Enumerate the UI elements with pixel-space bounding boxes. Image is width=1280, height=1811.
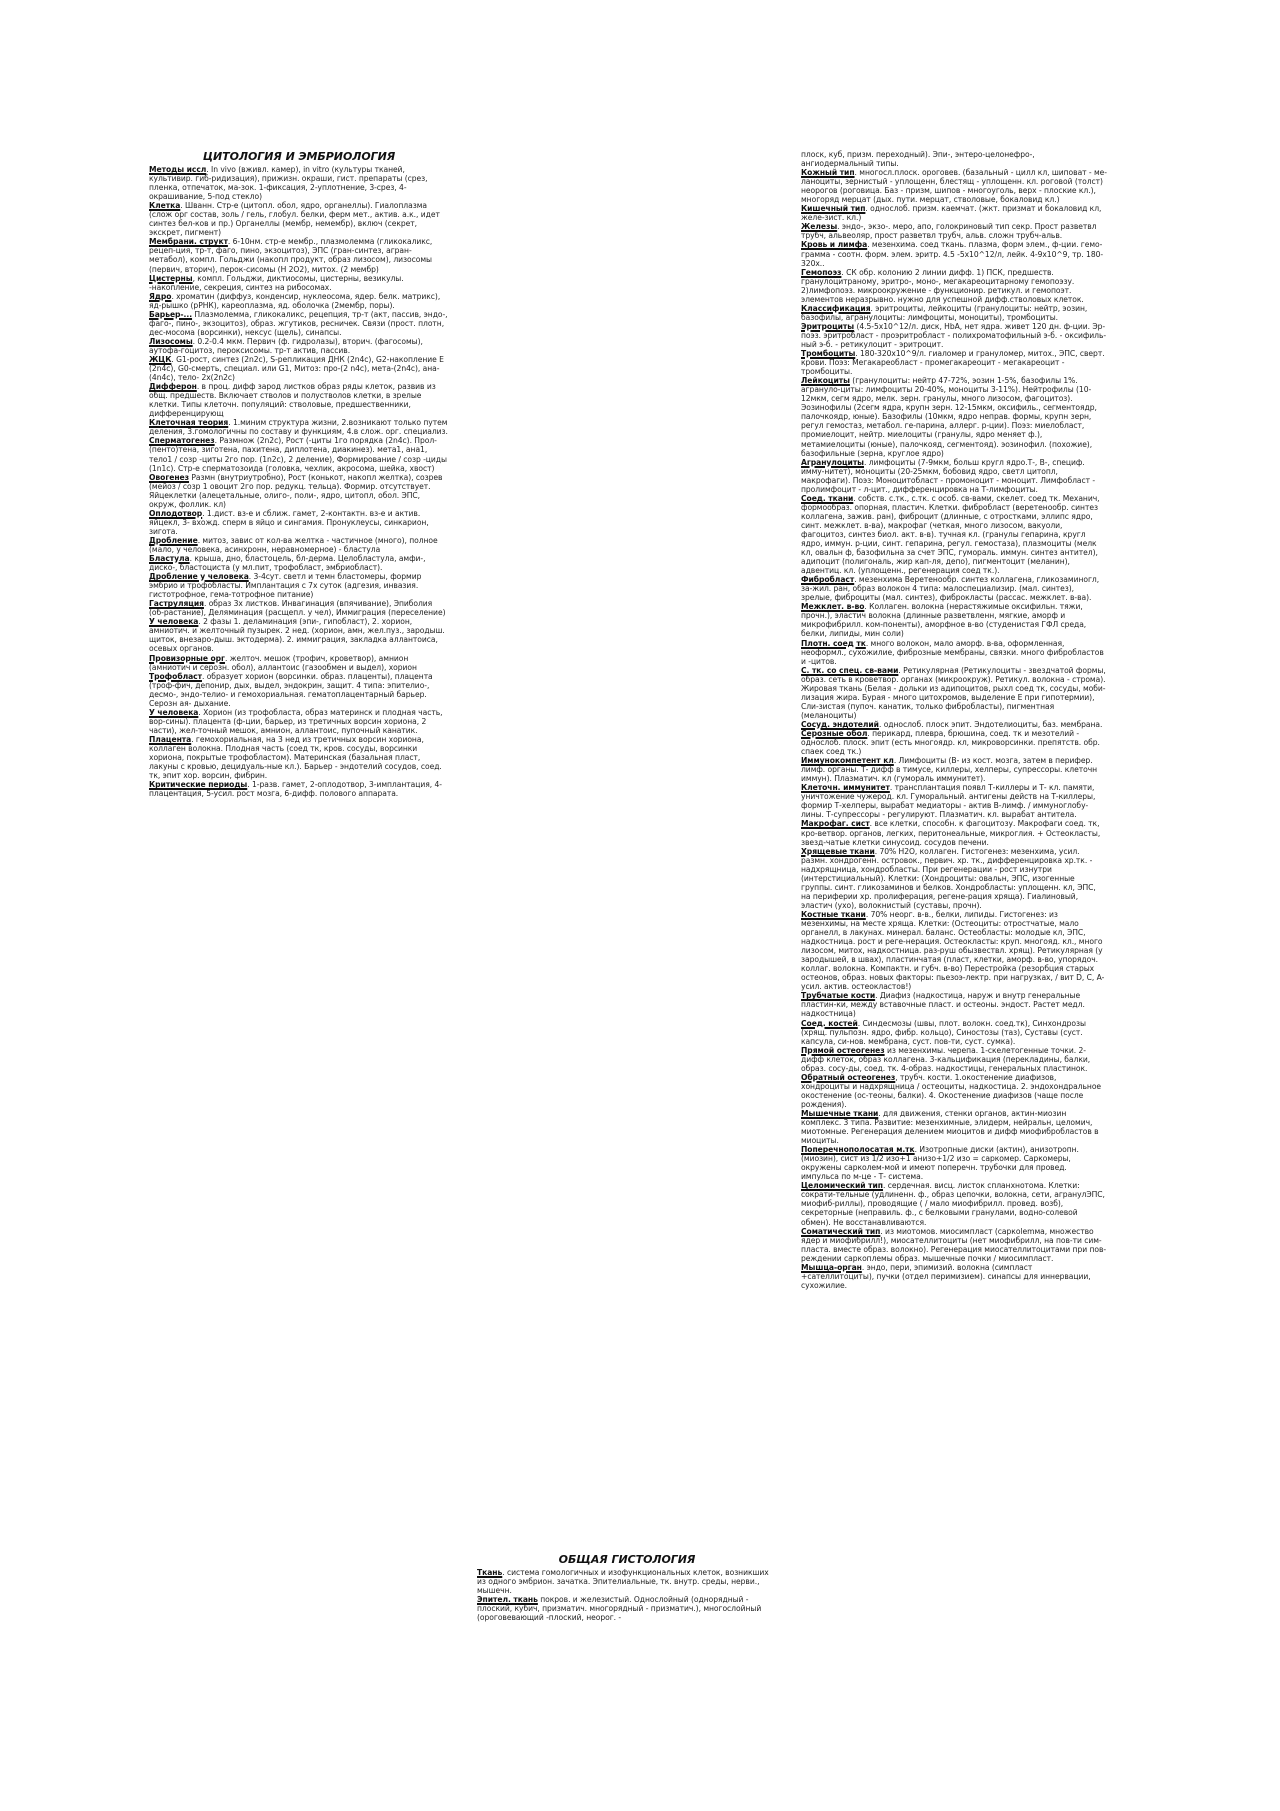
- term: Иммунокомпетент кл: [801, 756, 894, 766]
- paragraph-text: . 1-разв. гамет, 2-оплодотвор, 3-имплантация, 4-плацентация, 5-усил. рост мозга, 6-дифф. полового аппарата.: [149, 780, 442, 799]
- paragraph: [801, 1073, 1107, 1109]
- term: Клеточная теория: [149, 418, 229, 428]
- paragraph-text: . 3-4сут. светл и темн бластомеры, формир эмбрио и трофобласты. Имплантация с 7х суток (адгезия, инвазия. гистотрофное, гема-тотрофное питание): [149, 572, 422, 600]
- term: Бластула: [149, 554, 190, 564]
- term: Кровь и лимфа: [801, 240, 868, 250]
- paragraph: [801, 322, 1107, 349]
- paragraph-text: . система гомологичных и изофункциональных клеток, возникших из одного эмбрион. зачатка. Эпителиальные, тк. внутр. среды, нерви., мышечн.: [477, 1568, 769, 1596]
- paragraph-text: . для движения, стенки органов, актин-миозин комплекс. 3 типа. Развитие: мезенхимные, элидерм, нейральн, целомич, миотомные. Регенерация делением миоцитов и дифф миофибробластов в миоциты.: [801, 1108, 1099, 1146]
- term: Соматический тип: [801, 1226, 881, 1236]
- term: Лизосомы: [149, 336, 193, 346]
- term: У человека: [149, 617, 199, 627]
- paragraph-text: . гемохориальная, на 3 нед из третичных ворсин хориона, коллаген волокна. Плодная часть (соед тк, кров. сосуды, ворсинки хориона, покрытые трофобластом). Материнская (базальная пласт, лакуны с кровью, децидуаль-ные кл.). Барьер - эндотелий сосудов, соед. тк, эпит хор. ворсин, фибрин.: [149, 734, 442, 781]
- paragraph-text: (4.5-5x10^12/л. диск, HbA, нет ядра. живет 120 дн. ф-ции. Эр-поэз. эритробласт - проэритробласт - полихроматофильный э-б. - оксифиль-ный э-б. - ретикулоцит - эритроцит.: [801, 321, 1107, 349]
- paragraph: [149, 382, 449, 418]
- paragraph: [801, 783, 1107, 819]
- paragraph-text: . хроматин (диффуз, конденсир, нуклеосома, ядер. белк. матрикс), яд-рышко (рРНК), кареоплазма, яд. оболочка (2мембр, поры).: [149, 291, 441, 310]
- paragraph-text: . эндо-, экзо-. меро, апо, голокриновый тип секр. Прост разветвл трубч, альвеоляр, прост разветвл трубч, альв. сложн трубч-альв.: [801, 222, 1097, 241]
- term: Соед. костей: [801, 1018, 858, 1028]
- term: Гемопоэз: [801, 267, 842, 277]
- paragraph: [801, 1109, 1107, 1145]
- paragraph: [801, 729, 1107, 756]
- term: Плацента: [149, 734, 192, 744]
- paragraph-text: . собств. с.тк., с.тк. с особ. св-вами, скелет. соед тк. Механич, формообраз. опорная, пластич. Клетки. фибробласт (веретенообр. синтез коллагена, зажив. ран), фиброцит (длинные, с отростками, эллипс ядро, синт. межклет. в-ва), макрофаг (четкая, много лизосом, вакуоли, фагоцитоз, синтез биол. акт. в-в). тучная кл. (гранулы гепарина, кругл ядро, иммун. р-ции, синт. гепарина, регул. гемостаза), плазмоциты (мелк кл, овальн ф, базофильна за счет ЭПС, гумораль. иммун. синтез антител), адипоцит (полигональ, жир кап-ля, депо), пигментоцит (меланин), адвентиц. кл. (уплощенн., регенерация соед тк.).: [801, 493, 1100, 576]
- paragraph: [477, 1595, 777, 1622]
- term: Соед. ткани: [801, 493, 854, 503]
- term: Агранулоциты: [801, 457, 864, 467]
- paragraph-text: . 2 фазы 1. деламинация (эпи-, гипобласт), 2. хорион, амниотич. и желточный пузырек. 2 нед. (хорион, амн, жел.пуз., зародыш. щиток, внезаро-дыш. эктодерма). 2. иммиграция, закладка аллантоиса, осевых органов.: [149, 617, 445, 654]
- paragraph-text: . Лимфоциты (В- из кост. мозга, затем в перифер. лимф. органы. Т- дифф в тимусе, киллеры, хелперы, супрессоры. клеточн иммун). Плазматич. кл (гумораль иммунитет).: [801, 756, 1098, 784]
- paragraph: [801, 458, 1107, 494]
- term: Сперматогенез: [149, 436, 215, 446]
- paragraph: [801, 910, 1107, 991]
- term: Дробление: [149, 535, 198, 545]
- left-column: [149, 150, 449, 798]
- paragraph-text: . перикард, плевра, брюшина, соед. тк и мезотелий - однослоб. плоск. эпит (есть многоядр. кл, микроворсинки. препятств. обр. спаек соед тк.): [801, 729, 1100, 757]
- paragraph: [477, 1568, 777, 1595]
- term: Плотн. соед тк: [801, 638, 866, 648]
- term: Мышца-орган: [801, 1262, 862, 1272]
- paragraph: [149, 292, 449, 310]
- term: Клеточн. иммунитет: [801, 783, 890, 793]
- term: Хрящевые ткани: [801, 846, 875, 856]
- paragraph: [149, 654, 449, 672]
- right-column: [801, 150, 1107, 1290]
- term: Кожный тип: [801, 168, 855, 178]
- term: Кишечный тип: [801, 204, 866, 214]
- term: Тромбоциты: [801, 349, 856, 359]
- paragraph: [801, 1263, 1107, 1290]
- section-heading-cytology: ЦИТОЛОГИЯ И ЭМБРИОЛОГИЯ: [202, 150, 396, 163]
- term: Ткань: [477, 1568, 503, 1577]
- paragraph: [801, 304, 1107, 322]
- paragraph: [149, 599, 449, 617]
- term: ЖЦК: [149, 354, 172, 364]
- paragraph: [801, 376, 1107, 457]
- term: С. тк. со спец. св-вами: [801, 665, 899, 675]
- paragraph: [801, 349, 1107, 376]
- paragraph-text: . мезенхима Веретенообр. синтез коллагена, гликозаминогл, за-жил. ран, образ волокон 4 типа: малоспециализир. (мал. синтез), зрелые, фиброциты (мал. синтез), фиброкласты (рассас. межклет. в-ва).: [801, 575, 1100, 603]
- paragraph: [149, 237, 449, 273]
- paragraph: [801, 150, 1107, 168]
- paragraph-text: . Изотропные диски (актин), анизотропн. (миозин), сист из 1/2 изо+1 анизо+1/2 изо = саркомер. Саркомеры, окружены сарколем-мой и имеют поперечн. трубочки для провед. импульса по м-це - Т- система.: [801, 1145, 1079, 1182]
- paragraph-text: . Размнож (2n2c), Рост (-циты 1го порядка (2n4c). Прол-(пенто)тена, зиготена, пахитена, диплотена, диакинез). мета1, ана1, тело1 / созр -циты 2го пор. (1n2c), 2 деление), Формирование / созр -циды (1n1c). Стр-е сперматозоида (головка, чехлик, акросома, шейка, хвост): [149, 436, 447, 473]
- paragraph-text: . желточ. мешок (трофич, кроветвор), амнион (амниотич и серозн. обол), аллантоис (газообмен и выдел), хорион: [149, 653, 417, 672]
- term: Барьер-...: [149, 309, 193, 319]
- paragraph-text: . Ретикулярная (Ретикулоциты - звездчатой формы, образ. сеть в кроветвор. органах (микроокруж). Ретикул. волокна - строма). Жировая ткань (Белая - дольки из адипоцитов, рыхл соед тк, сосуды, моби-лизация жира. Бурая - много цитохромов, выделение Е при гипотермии), Сли-зистая (пупоч. канатик, только фибробласты), пигментная (меланоциты): [801, 665, 1106, 720]
- paragraph-text: . 1.миним структура жизни, 2.возникают только путем деления, 3.гомологичны по составу и функциям, 4.в слож. орг. специализ.: [149, 418, 448, 437]
- term: Провизорные орг: [149, 653, 225, 663]
- paragraph-text: . Синдесмозы (швы, плот. волокн. соед.тк), Синхондрозы (хрящ. пульпозн. ядро, фибр. кольцо), Синостозы (таз), Суставы (суст. капсула, си-нов. мембрана, суст. пов-ти, суст. сумка).: [801, 1018, 1086, 1046]
- term: Овогенез: [149, 472, 190, 482]
- paragraph-text: . 70% Н2О, коллаген. Гистогенез: мезенхима, усил. размн. хондрогенн. островок., первич. хр. тк., дифференцировка хр.тк. - надхрящница, хондробласты. При регенерации - рост изнутри (интерстициальный). Клетки: (Хондроциты: овальн, ЭПС, изогенные группы. синт. гликозаминов и белков. Хондробласты: уплощенн. кл, ЭПС, на периферии хр. пролиферация, регене-рация хряща). Гиалиновый, эластич (ухо), волокнистый (суставы, прочн).: [801, 846, 1096, 910]
- term: Железы: [801, 222, 838, 232]
- paragraph: [801, 268, 1107, 304]
- paragraph-text: . много волокон, мало аморф. в-ва, оформленная, неоформл., сухожилие, фиброзные мембраны, связки. много фибробластов и -цитов.: [801, 638, 1104, 666]
- paragraph: [149, 337, 449, 355]
- paragraph-text: . Хорион (из трофобласта, образ материнск и плодная часть, вор-сины). плацента (ф-ции, барьер, из третичных ворсин хориона, 2 части), жел-точный мешок, амнион, аллантоис, пупочный канатик.: [149, 707, 443, 735]
- term: Мембрани. структ: [149, 237, 228, 247]
- paragraph: [801, 1046, 1107, 1073]
- term: Лейкоциты: [801, 376, 850, 386]
- paragraph-text: Плазмолемма, гликокаликс, рецепция, тр-т (акт, пассив, эндо-, фаго-, пино-, экзоцитоз), образ. жгутиков, ресничек. Связи (прост. плотн, дес-мосома (ворсинки), нексус (щель), синапсы.: [149, 309, 448, 337]
- paragraph: [801, 204, 1107, 222]
- paragraph: [149, 672, 449, 708]
- paragraph-text: . Коллаген. волокна (нерастяжимые оксифильн. тяжи, прочн.), эластич волокна (длинные разветвленн, мягкие, аморф и микрофибрилл. ком-поненты), аморфное в-во (студенистая ГФЛ среда, белки, липиды, мин соли): [801, 602, 1087, 639]
- paragraph: [149, 708, 449, 735]
- paragraph-text: . G1-рост, синтез (2n2c), S-репликация ДНК (2n4c), G2-накопление Е (2n4c), G0-смерть, специал. или G1, Митоз: про-(2 n4c), мета-(2n4c), ана-(4n4c), тело- 2x(2n2c): [149, 354, 444, 383]
- term: Клетка: [149, 201, 181, 211]
- term: Дифферон: [149, 382, 197, 392]
- paragraph-text: . из миотомов. миосимпласт (саркolemма, множество ядер и миофибрилл!), миосателлитоциты (нет миофибрилл, на пов-ти сим-пласта. вместе образ. волокно). Регенерация миосателлитоцитами при пов-реждении саркоплемы образ. мышечные почки / миосимпласт.: [801, 1226, 1107, 1263]
- term: Макрофаг. сист: [801, 819, 870, 829]
- term: Методы иссл: [149, 165, 207, 174]
- paragraph: [801, 847, 1107, 910]
- paragraph-text: . сердечная. висц. листок спланхнотома. Клетки: сократи-тельные (удлиненн. ф., образ цепочки, волокна, сети, агранулЭПС, миофиб-риллы), проводящие ( / мало миофибрилл. провед. возб), секреторные (неправиль. ф., с белковыми гранулами, водно-солевой обмен). Не восстанавливаются.: [801, 1181, 1105, 1227]
- term: Гаструляция: [149, 599, 204, 609]
- paragraph: [801, 1145, 1107, 1181]
- term: Оплодотвор: [149, 508, 203, 518]
- paragraph-text: . образует хорион (ворсинки. образ. плаценты), плацента (троф-фич, депонир, дых, выдел, эндокрин, защит. 4 типа: эпителио-, десмо-, эндо-телио- и гемохориальная. гематоплацентарный барьер. Серозн ая- дыхание.: [149, 671, 433, 708]
- paragraph: [149, 735, 449, 780]
- term: Поперечнополосатая м.тк: [801, 1145, 915, 1155]
- term: Классификация: [801, 303, 871, 313]
- paragraph: [149, 274, 449, 292]
- paragraph: [801, 1227, 1107, 1263]
- paragraph-text: . все клетки, способн. к фагоцитозу. Макрофаги соед. тк, кро-ветвор. органов, легких, перитонеальные, микроглия. + Остеокласты, звезд-чатые клетки синусоид. сосудов печени.: [801, 819, 1101, 847]
- term: Серозные обол: [801, 729, 868, 738]
- paragraph-text: . 70% неорг. в-в., белки, липиды. Гистогенез: из мезенхимы, на месте хряща. Клетки: (Остеоциты: отростчатые, мало органелл, в лакунах. минерал. баланс. Остеобласты: молодые кл, ЭПС, надкостница. рост и реге-нерация. Остеокласты: круп. многояд. кл., много лизосом, митох, надкостница. раз-руш обызвествл. хрящ). Ретикулярная (у зародышей, в швах), пластинчатая (пласт, клетки, аморф. в-во, упорядоч. коллаг. волокна. Компактн. и губч. в-во) Перестройка (резорбция старых остеонов, образ. новых факторы: пьезоэ-лектр. при нагрузках, / вит D, C, A- усил. актив. остеокластов!): [801, 909, 1105, 992]
- paragraph: [149, 310, 449, 337]
- term: У человека: [149, 707, 199, 717]
- paragraph-text: . СК обр. колонию 2 линии дифф. 1) ПСК, предшеств. гранулоцитраному, эритро-, моно-, мегакареоцитарному гемопоэзу. 2)лимфопоэз. микроокружение - функционир. ретикул. и гемопоэт. элементов неразрывно. нужно для успешной дифф.стволовых клеток.: [801, 267, 1084, 304]
- paragraph-text: . образ 3х листков. Инвагинация (впячивание), Эпиболия (об-растание), Деляминация (расщепл. у чел), Иммиграция (переселение): [149, 599, 446, 618]
- paragraph: [149, 355, 449, 382]
- paragraph-text: Размн (внутриутробно), Рост (конькот, накопл желтка), созрев (мейоз / созр 1 овоцит 2го пор. редукц. тельца). Формир. отсутствует. Яйцеклетки (алецетальные, олиго-, поли-, ядро, цитопл, обол. ЭПС, окруж, фоллик. кл): [149, 472, 443, 509]
- term: Трубчатые кости: [801, 991, 876, 1001]
- paragraph-text: . 6-10нм. стр-е мембр., плазмолемма (гликокаликс, рецеп-ция, тр-т, фаго, пино, экзоцитоз), ЭПС (гран-синтез, агран-метабол), компл. Гольджи (накопл продукт, образ лизосом), лизосомы (первич, вторич), перок-сисомы (Н 2О2), митох. (2 мембр): [149, 237, 433, 274]
- paragraph: [149, 201, 449, 237]
- term: Цистерны: [149, 273, 193, 283]
- term: Мышечные ткани: [801, 1108, 879, 1118]
- paragraph: [801, 1181, 1107, 1226]
- paragraph-text: . трансплантация появл Т-киллеры и Т- кл. памяти, уничтожение чужерод. кл. Гуморальный. антигены действ на Т-киллеры, формир Т-хелперы, вырабат медиаторы - актив В-лимф. / иммуноглобу-лины. Т-супрессоры - регулируют. Плазматич. кл. вырабат антитела.: [801, 783, 1096, 820]
- left-column-paragraphs: [149, 165, 449, 798]
- paragraph-text: , трубч. кости. 1.окостенение диафизов, хондроциты и надхрящница / остеоциты, надкостица. 2. эндохондральное окостенение (ос-теоны, балки). 4. Окостенение диафизов (чаще после рождения).: [801, 1072, 1102, 1109]
- right-column-paragraphs: [801, 150, 1107, 1290]
- middle-column: [477, 1553, 777, 1622]
- paragraph-text: . эндо, пери, эпимизий. волокна (симпласт +сателлитоциты), пучки (отдел перимизием). синапсы для иннервации, сухожилие.: [801, 1262, 1091, 1290]
- term: Фибробласт: [801, 575, 855, 585]
- paragraph: [801, 819, 1107, 846]
- paragraph: [801, 756, 1107, 783]
- paragraph: [149, 165, 449, 201]
- paragraph-text: . мезенхима. соед ткань. плазма, форм элем., ф-ции. гемо-грамма - соотн. форм. элем. эритр. 4.5 -5x10^12/л, лейк. 4-9x10^9, тр. 180-320х..: [801, 240, 1104, 268]
- section-heading-general-histology: ОБЩАЯ ГИСТОЛОГИЯ: [558, 1553, 696, 1566]
- paragraph-text: . Шванн. Стр-е (цитопл. обол, ядро, органеллы). Гиалоплазма (слож орг состав, золь / гель, глобул. белки, ферм мет., актив. а.к., идет синтез бел-ков и пр.) Органеллы (мембр, немембр), включ (секрет, экскрет, пигмент): [149, 201, 440, 238]
- term: Эпител. ткань: [477, 1595, 538, 1605]
- paragraph: [149, 617, 449, 653]
- paragraph: [149, 554, 449, 572]
- paragraph: [801, 168, 1107, 204]
- paragraph: [801, 991, 1107, 1018]
- paragraph: [801, 240, 1107, 267]
- term: Межклет. в-во: [801, 602, 865, 612]
- paragraph: [801, 720, 1107, 729]
- term: Обратный остеогенез: [801, 1072, 896, 1082]
- paragraph: [801, 575, 1107, 602]
- paragraph-text: из мезенхимы. черепа. 1-скелетогенные точки. 2-дифф клеток, образ коллагена. 3-кальцификация (перекладины, балки, образ. сосу-ды, соед. тк. 4-образ. надкостицы, генеральных пластинок.: [801, 1045, 1091, 1073]
- paragraph-text: плоск, куб, призм. переходный). Эпи-, энтеро-целонефро-, ангиодермальный типы.: [801, 150, 1035, 169]
- paragraph: [149, 418, 449, 436]
- term: Целомический тип: [801, 1181, 883, 1191]
- paragraph: [801, 666, 1107, 720]
- paragraph-text: . Диафиз (надкостица, наруж и внутр генеральные пластин-ки, между вставочные пласт. и остеоны. эндост. Растет медл. надкостница): [801, 991, 1085, 1019]
- paragraph-text: (гранулоциты: нейтр 47-72%, эозин 1-5%, базофилы 1%. агрануло-циты: лимфоциты 20-40%, моноциты 3-11%). Нейтрофилы (10-12мкм, сегм ядро, мелк. зерн. гранулы, много лизосом, фагоцитоз). Эозинофилы (2сегм ядра, крупн зерн. 12-15мкм, оксифиль., сегментоядр, палочкоядр, юные). Базофилы (10мкм, ядро неправ. формы, крупн зерн, регул гемостаз, метабол. ге-парина, аллерг. р-ции). Поэз: миелобласт, промиелоцит, нейтр. миелоциты (гранулы, ядро меняет ф.), метамиелоциты (юные), палочкояд, сегментояд). эозинофил. (похожие), базофильные (зерна, круглое ядро): [801, 376, 1097, 458]
- paragraph: [801, 494, 1107, 575]
- paragraph: [801, 222, 1107, 240]
- paragraph-text: . крыша, дно, бластоцель, бл-дерма. Целобластула, амфи-, диско-, бластоциста (у мл.пит, трофобласт, эмбриобласт).: [149, 554, 426, 573]
- paragraph: [149, 536, 449, 554]
- middle-column-paragraphs: [477, 1568, 777, 1622]
- term: Трофобласт: [149, 671, 202, 681]
- term: Критические периоды: [149, 780, 248, 790]
- term: Прямой остеогенез: [801, 1045, 885, 1055]
- paragraph-text: . в проц. дифф зарод листков образ ряды клеток, развив из общ. предшеств. Включает стволов и полустволов клетки, в зрелые клетки. Типы клеточн. популяций: стволовые, предшественники, дифференцирующ: [149, 382, 436, 419]
- paragraph-text: . эритроциты, лейкоциты (гранулоциты: нейтр, эозин, базофилы, агранулоциты: лимфоциты, моноциты), тромбоциты.: [801, 303, 1088, 322]
- paragraph: [149, 509, 449, 536]
- term: Дробление у человека: [149, 572, 249, 582]
- term: Ядро: [149, 291, 172, 301]
- paragraph: [149, 436, 449, 472]
- paragraph-text: . однослоб. призм. каемчат. (жкт. призмат и бокаловид кл, желе-зист. кл.): [801, 204, 1102, 223]
- paragraph: [801, 639, 1107, 666]
- paragraph: [801, 602, 1107, 638]
- paragraph-text: . лимфоциты (7-9мкм, больш кругл ядро.Т-, В-, специф. имму-нитет), моноциты (20-25мкм, бобовид ядро, светл цитопл, макрофаги). Поэз: Моноцитобласт - промоноцит - моноцит. Лимфобласт - пролимфоцит - л-цит., дифференцировка на Т-лимфоциты.: [801, 457, 1096, 494]
- paragraph-text: . многосл.плоск. ороговев. (базальный - цилл кл, шиповат - ме-ланоциты, зернистый - уплощенн, блестящ - уплощенн. кл. роговой (толст) неорогов (роговица. Баз - призм, шипов - многоуголь, верх - плоские кл.), многоряд мерцат (дых. пути. мерцат, стволовые, бокаловид кл.): [801, 168, 1107, 205]
- paragraph: [801, 1019, 1107, 1046]
- paragraph-text: . однослоб. плоск эпит. Эндотелиоциты, баз. мембрана.: [878, 719, 1103, 729]
- paragraph: [149, 572, 449, 599]
- paragraph-text: . In vivo (вживл. камер), in vitro (культуры тканей, культивир. гиб-ридизация), прижизн. окраши, гист. препараты (срез, пленка, отпечаток, ма-зок. 1-фиксация, 2-уплотнение, 3-срез, 4-окрашивание, 5-под стекло): [149, 165, 428, 202]
- paragraph-text: , компл. Гольджи, диктиосомы, цистерны, везикулы. -накопление, секреция, синтез на рибосомах.: [149, 273, 404, 292]
- paragraph-text: . митоз, завис от кол-ва желтка - частичное (много), полное (мало, у человека, асинхронн, неравномерное) - бластула: [149, 535, 438, 554]
- paragraph: [149, 473, 449, 509]
- paragraph: [149, 780, 449, 798]
- paragraph-text: покров. и железистый. Однослойный (однорядный - плоский, кубич, призматич. многорядный - призматич.), многослойный (ороговевающий -плоский, неорог. -: [477, 1595, 762, 1623]
- term: Костные ткани: [801, 909, 866, 919]
- paragraph-text: . 1.дист. вз-е и сближ. гамет, 2-контактн. вз-е и актив. яйцекл, 3- вхожд. сперм в яйцо и сингамия. Пронуклеусы, синкарион, зигота.: [149, 508, 429, 536]
- paragraph-text: . 0.2-0.4 мкм. Первич (ф. гидролазы), вторич. (фагосомы), аутофа-гоцитоз, пероксисомы. тр-т актив, пассив.: [149, 336, 423, 355]
- term: Эритроциты: [801, 321, 855, 331]
- paragraph-text: . 180-320х10^9/л. гиаломер и грануломер, митох., ЭПС, сверт. крови. Поэз: Мегакареобласт - промегакареоцит - мегакареоцит - тромбоциты.: [801, 349, 1105, 377]
- term: Сосуд. эндотелий: [801, 719, 879, 729]
